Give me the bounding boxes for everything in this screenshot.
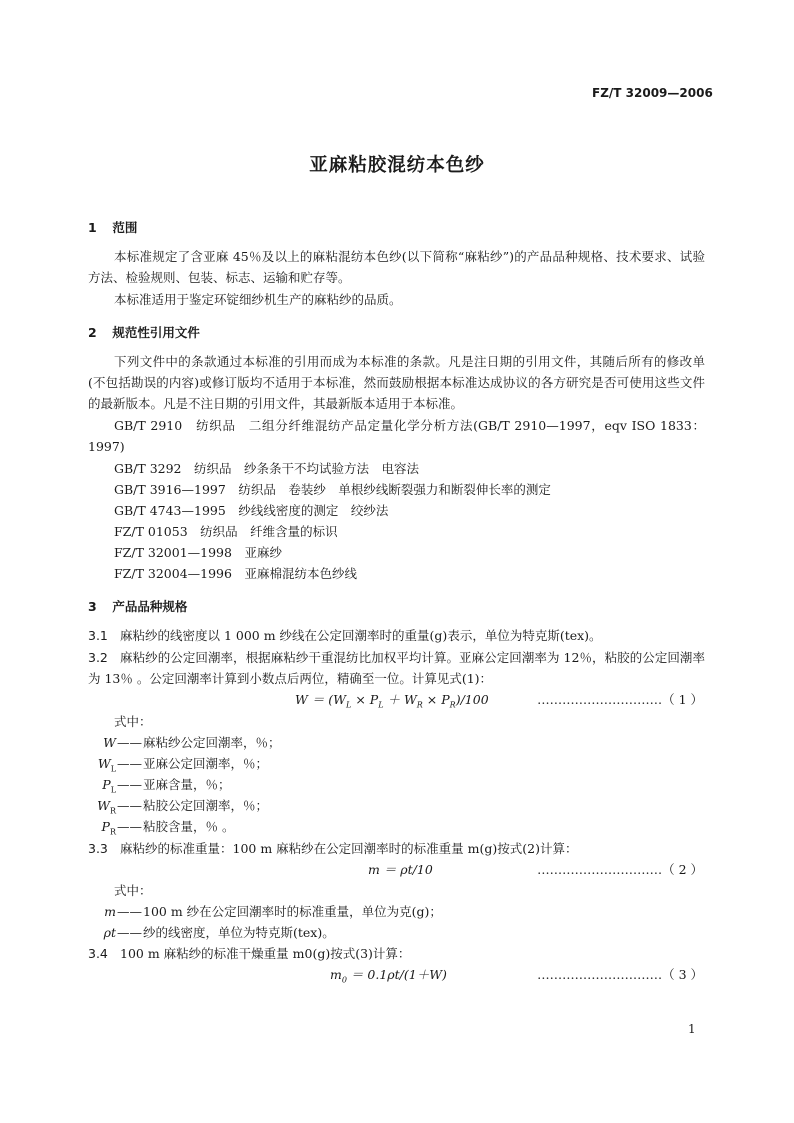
definition-item: m——100 m 纱在公定回潮率时的标准重量，单位为克(g)； [104,904,442,919]
formula-2: m ＝ ρt/10 [368,862,433,877]
reference-item: GB/T 3292 纺织品 纱条条干不均试验方法 电容法 [114,461,420,476]
definition-item: W——麻粘纱公定回潮率，％； [103,735,281,750]
clause-3-1: 3.1 麻粘纱的线密度以 1 000 m 纱线在公定回潮率时的重量(g)表示，单位为特克斯(tex)。 [88,628,602,643]
reference-item: FZ/T 32001—1998 亚麻纱 [114,545,282,560]
reference-item: GB/T 3916—1997 纺织品 卷装纱 单根纱线断裂强力和断裂伸长率的测定 [114,482,551,497]
clause-3-3: 3.3 麻粘纱的标准重量：100 m 麻粘纱在公定回潮率时的标准重量 m(g)按式(2)计算： [88,841,578,856]
reference-item: GB/T 2910 纺织品 二组分纤维混纺产品定量化学分析方法(GB/T 2910—1997，eqv ISO 1833：1997) [88,418,705,454]
reference-item: FZ/T 32004—1996 亚麻棉混纺本色纱线 [114,566,357,581]
where-label: 式中： [114,883,152,898]
definition-item: $W_R——$粘胶公定回潮率，％； [97,798,269,816]
equation-number-3: …………………………（ 3 ） [537,967,703,982]
section-1-paragraph-1: 本标准规定了含亚麻 45％及以上的麻粘混纺本色纱(以下简称“麻粘纱”)的产品品种规格、技术要求、试验方法、检验规则、包装、标志、运输和贮存等。 [88,249,705,285]
page-title: 亚麻粘胶混纺本色纱 [309,155,485,176]
definition-item: $W_L——$亚麻公定回潮率，％； [97,756,269,774]
standard-code: FZ/T 32009—2006 [592,86,713,100]
section-1-paragraph-2: 本标准适用于鉴定环锭细纱机生产的麻粘纱的品质。 [114,292,402,307]
section-2-paragraph: 下列文件中的条款通过本标准的引用而成为本标准的条款。凡是注日期的引用文件，其随后所有的修改单(不包括勘误的内容)或修订版均不适用于本标准，然而鼓励根据本标准达成协议的各方研究是否可使用这些文件的最新版本。凡是不注日期的引用文件，其最新版本适用于本标准。 [88,354,705,411]
formula-1: $W = (W_L \times P_L + W_R \times P_R)/100$ [295,692,489,710]
section-3-heading: 3 产品品种规格 [88,599,188,614]
where-label: 式中： [114,714,152,729]
equation-number-2: …………………………（ 2 ） [537,862,703,877]
page-number: 1 [688,1022,696,1036]
reference-item: GB/T 4743—1995 纱线线密度的测定 绞纱法 [114,503,389,518]
clause-3-4: 3.4 100 m 麻粘纱的标准干燥重量 m0(g)按式(3)计算： [88,946,411,961]
definition-item: $P_R——$粘胶含量，％ 。 [101,819,235,837]
section-2-heading: 2 规范性引用文件 [88,325,200,340]
clause-3-2: 3.2 麻粘纱的公定回潮率，根据麻粘纱干重混纺比加权平均计算。亚麻公定回潮率为 12％，粘胶的公定回潮率为 13％ 。公定回潮率计算到小数点后两位，精确至一位。计算见式(1)： [88,650,705,686]
reference-item: FZ/T 01053 纺织品 纤维含量的标识 [114,524,338,539]
formula-3: $m_0 = 0.1\rho t/(1+W)$ [330,967,447,985]
equation-number-1: …………………………（ 1 ） [537,692,703,707]
section-1-heading: 1 范围 [88,220,138,235]
definition-item: $P_L——$亚麻含量，％； [102,777,231,795]
definition-item: ρt——纱的线密度，单位为特克斯(tex)。 [103,925,335,940]
